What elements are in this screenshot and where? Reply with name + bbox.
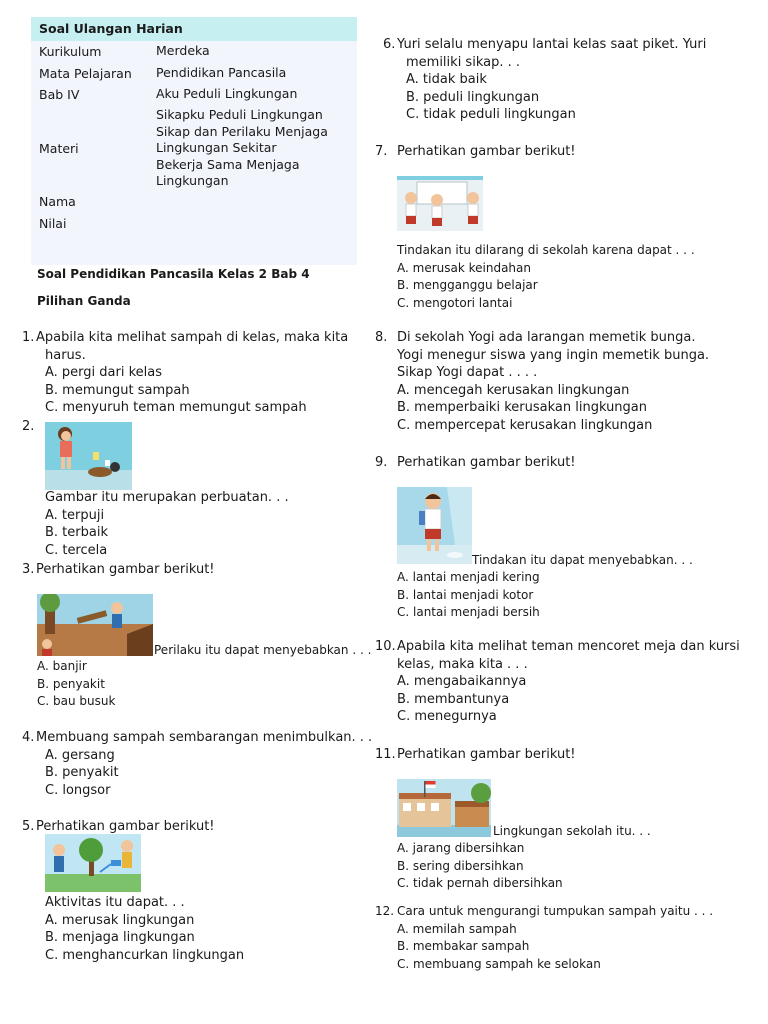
info-table-header: [31, 17, 357, 41]
question-number: 7.: [375, 144, 388, 159]
option-c[interactable]: C. membuang sampah ke selokan: [397, 956, 601, 971]
question-11: [397, 840, 647, 894]
question-text: Perhatikan gambar berikut!: [397, 747, 576, 762]
option-a[interactable]: A. pergi dari kelas: [45, 365, 163, 380]
illustration: [37, 594, 153, 656]
info-label-kurikulum: Kurikulum: [39, 44, 102, 59]
option-a[interactable]: A. jarang dibersihkan: [397, 841, 525, 855]
info-label-bab: Bab IV: [39, 87, 80, 102]
question-number: 9.: [375, 455, 388, 470]
picture-students-classroom: [397, 176, 483, 231]
question-text: Gambar itu merupakan perbuatan. . .: [45, 490, 289, 505]
illustration: [397, 176, 483, 231]
option-a[interactable]: A. merusak keindahan: [397, 260, 531, 275]
option-a[interactable]: A. terpuji: [45, 507, 105, 523]
info-label-materi: Materi: [39, 141, 79, 156]
option-b[interactable]: B. lantai menjadi kotor: [397, 587, 534, 602]
picture-caption: Aktivitas itu dapat. . .: [45, 895, 185, 910]
question-number: 8.: [375, 330, 388, 345]
option-c[interactable]: C. mengotori lantai: [397, 295, 513, 310]
info-value-materi: [156, 107, 328, 190]
option-c[interactable]: C. tidak pernah dibersihkan: [397, 876, 563, 890]
question-number: 12.: [375, 904, 395, 918]
option-c[interactable]: C. tercela: [45, 542, 108, 558]
info-label-nama: Nama: [39, 194, 76, 209]
option-a[interactable]: A. mengabaikannya: [397, 674, 527, 689]
option-a[interactable]: A. lantai menjadi kering: [397, 570, 540, 584]
info-value-bab: Aku Peduli Lingkungan: [156, 86, 298, 101]
question-number: 1.: [22, 330, 35, 345]
option-b[interactable]: B. membantunya: [397, 691, 510, 707]
picture-caption: Tindakan itu dapat menyebabkan. . .: [472, 553, 693, 567]
subtitle: Soal Pendidikan Pancasila Kelas 2 Bab 4: [37, 267, 310, 281]
option-a[interactable]: A. merusak lingkungan: [45, 912, 195, 928]
question-text: kelas, maka kita . . .: [397, 656, 528, 672]
question-text: Cara untuk mengurangi tumpukan sampah yaitu . . .: [397, 904, 714, 918]
illustration: [397, 487, 472, 564]
option-c[interactable]: C. menghancurkan lingkungan: [45, 947, 245, 963]
picture-caption: Lingkungan sekolah itu. . .: [493, 824, 651, 838]
option-c[interactable]: C. menyuruh teman memungut sampah: [45, 400, 307, 415]
picture-school-building: [397, 779, 491, 837]
question-text: Yuri selalu menyapu lantai kelas saat piket. Yuri: [397, 37, 707, 52]
option-a[interactable]: A. tidak baik: [406, 72, 487, 87]
option-b[interactable]: B. memperbaiki kerusakan lingkungan: [397, 400, 648, 415]
option-a[interactable]: A. mencegah kerusakan lingkungan: [397, 382, 630, 398]
picture-boy-spitting: [397, 487, 472, 564]
option-c[interactable]: C. lantai menjadi bersih: [397, 605, 540, 619]
question-4: [22, 729, 373, 801]
option-b[interactable]: B. sering dibersihkan: [397, 858, 524, 873]
question-text: memiliki sikap. . .: [406, 54, 520, 70]
illustration: [45, 422, 132, 490]
question-text: Perhatikan gambar berikut!: [36, 819, 215, 834]
info-title: Soal Ulangan Harian: [39, 21, 183, 36]
question-number: 3.: [22, 562, 35, 577]
option-b[interactable]: B. peduli lingkungan: [406, 89, 540, 105]
question-text: Perhatikan gambar berikut!: [397, 144, 576, 159]
question-text: Apabila kita melihat sampah di kelas, maka kita: [36, 330, 349, 345]
option-a[interactable]: A. gersang: [45, 747, 115, 763]
option-b[interactable]: B. penyakit: [37, 676, 105, 691]
materi-line: Lingkungan: [156, 173, 229, 188]
picture-tree-cutting: [37, 594, 153, 656]
question-text: harus.: [45, 347, 86, 363]
question-6: [383, 36, 763, 126]
question-text: Membuang sampah sembarangan menimbulkan. . .: [36, 730, 373, 745]
option-b[interactable]: B. mengganggu belajar: [397, 278, 538, 292]
question-text: Di sekolah Yogi ada larangan memetik bunga.: [397, 330, 696, 345]
info-label-mapel: Mata Pelajaran: [39, 66, 132, 81]
info-value-kurikulum: Merdeka: [156, 43, 210, 58]
option-c[interactable]: C. menegurnya: [397, 709, 497, 724]
illustration: [397, 779, 491, 837]
question-number: 4.: [22, 730, 35, 745]
info-label-nilai: Nilai: [39, 216, 67, 231]
question-text: Yogi menegur siswa yang ingin memetik bunga.: [397, 347, 710, 363]
question-number: 2.: [22, 419, 35, 434]
question-3: [37, 658, 237, 712]
materi-line: Lingkungan Sekitar: [156, 140, 277, 155]
question-text: Sikap Yogi dapat . . . .: [397, 365, 538, 380]
question-7: [397, 242, 697, 314]
info-value-mapel: Pendidikan Pancasila: [156, 65, 287, 80]
question-9: [397, 569, 647, 623]
option-c[interactable]: C. bau busuk: [37, 694, 116, 708]
question-5: [45, 894, 345, 966]
option-b[interactable]: B. menjaga lingkungan: [45, 930, 195, 945]
question-12: [375, 903, 760, 975]
materi-line: Sikapku Peduli Lingkungan: [156, 107, 323, 122]
question-1: [22, 329, 362, 419]
picture-children-planting: [45, 834, 141, 892]
question-text: Perhatikan gambar berikut!: [36, 562, 215, 577]
option-b[interactable]: B. membakar sampah: [397, 939, 530, 953]
picture-caption: Perilaku itu dapat menyebabkan . . .: [154, 643, 372, 657]
question-2: [45, 489, 345, 559]
question-number: 10.: [375, 639, 396, 654]
option-c[interactable]: C. mempercepat kerusakan lingkungan: [397, 417, 653, 433]
question-8: [375, 329, 755, 437]
option-c[interactable]: C. longsor: [45, 782, 111, 798]
option-b[interactable]: B. penyakit: [45, 765, 119, 780]
materi-line: Sikap dan Perilaku Menjaga: [156, 123, 328, 139]
illustration: [45, 834, 141, 892]
question-10: [375, 638, 760, 728]
question-number: 5.: [22, 819, 35, 834]
option-c[interactable]: C. tidak peduli lingkungan: [406, 107, 576, 122]
materi-line: Bekerja Sama Menjaga: [156, 156, 300, 172]
question-number: 6.: [383, 37, 396, 52]
question-text: Perhatikan gambar berikut!: [397, 455, 576, 470]
option-a[interactable]: A. memilah sampah: [397, 921, 517, 936]
picture-caption: Tindakan itu dilarang di sekolah karena dapat . . .: [397, 243, 695, 257]
info-table: [31, 17, 357, 265]
option-b[interactable]: B. memungut sampah: [45, 382, 190, 398]
question-text: Apabila kita melihat teman mencoret meja dan kursi: [397, 639, 740, 654]
question-number: 11.: [375, 747, 396, 762]
option-a[interactable]: A. banjir: [37, 659, 87, 673]
option-b[interactable]: B. terbaik: [45, 525, 108, 540]
picture-girl-littering: [45, 422, 132, 490]
section-title: Pilihan Ganda: [37, 294, 131, 308]
